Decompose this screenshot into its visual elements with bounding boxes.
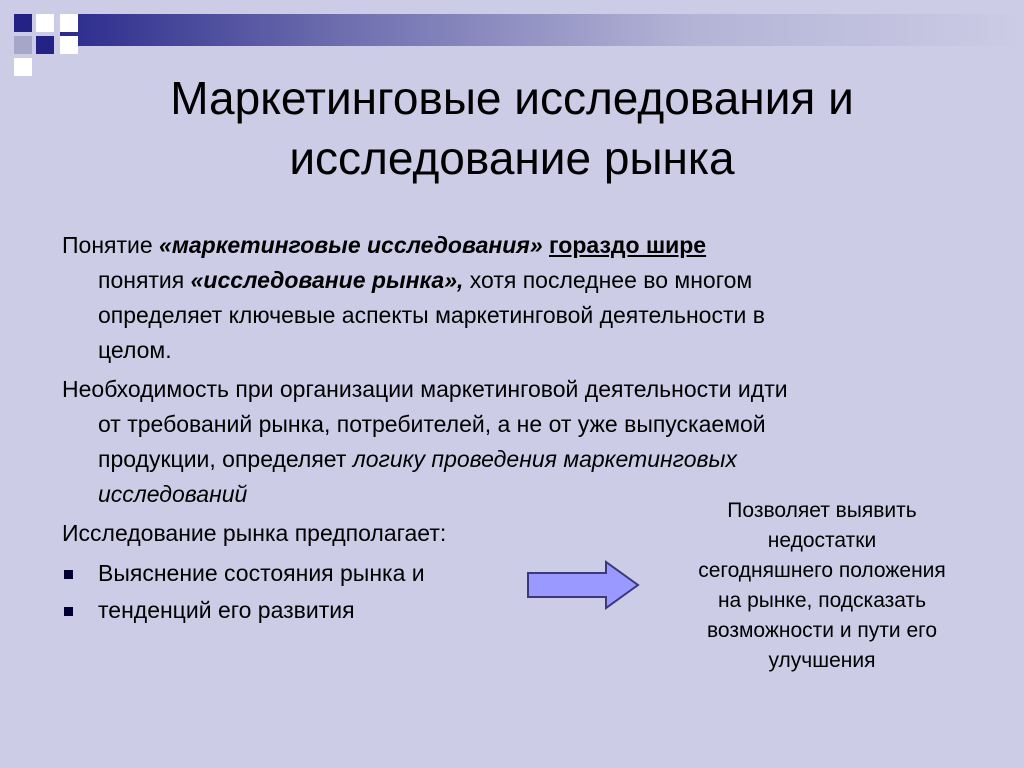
header-decoration-band	[60, 14, 1024, 46]
text: хотя последнее во многом	[463, 267, 753, 293]
text: продукции, определяет	[98, 446, 353, 472]
side-note-line: сегодняшнего положения	[698, 559, 946, 582]
paragraph-line: от требований рынка, потребителей, а не от уже выпускаемой	[98, 411, 766, 437]
term-marketing-research: «маркетинговые исследования»	[159, 232, 543, 258]
list-item-text: тенденций его развития	[98, 597, 355, 623]
side-note-line: недостатки	[767, 529, 877, 552]
text: понятия	[98, 267, 191, 293]
square-decoration-icon	[14, 14, 32, 32]
paragraph-market-research-implies: Исследование рынка предполагает:	[62, 520, 447, 546]
paragraph-necessity	[62, 372, 962, 512]
text: Понятие	[62, 232, 160, 258]
square-decoration-icon	[60, 14, 78, 32]
paragraph-line	[62, 442, 962, 477]
side-note-line: возможности и пути его	[706, 619, 938, 642]
side-note-line: на рынке, подсказать	[717, 589, 927, 612]
side-note	[662, 496, 982, 676]
side-note-line: Позволяет выявить	[727, 499, 917, 522]
slide-title	[0, 68, 1024, 188]
square-decoration-icon	[36, 36, 54, 54]
paragraph-line: целом.	[98, 337, 172, 363]
square-decoration-icon	[36, 14, 54, 32]
emphasis-much-wider: гораздо шире	[549, 232, 707, 258]
paragraph-line	[62, 263, 962, 298]
paragraph-concept	[62, 228, 962, 368]
bullet-square-icon	[64, 607, 73, 616]
list-item-text: Выяснение состояния рынка и	[98, 560, 425, 586]
bullet-square-icon	[64, 570, 73, 579]
slide-title-line-2: исследование рынка	[289, 132, 735, 184]
slide-title-line-1: Маркетинговые исследования и	[170, 72, 854, 124]
term-research-logic: логику проведения маркетинговых	[352, 446, 737, 472]
side-note-line: улучшения	[768, 649, 876, 672]
text: Необходимость при организации маркетинговой деятельности идти	[62, 376, 788, 402]
term-market-research: «исследование рынка»,	[190, 267, 464, 293]
paragraph-line: исследований	[98, 481, 248, 507]
paragraph-line: определяет ключевые аспекты маркетинговой деятельности в	[98, 302, 765, 328]
right-arrow-icon	[526, 560, 640, 610]
square-decoration-icon	[60, 36, 78, 54]
square-decoration-icon	[14, 36, 32, 54]
